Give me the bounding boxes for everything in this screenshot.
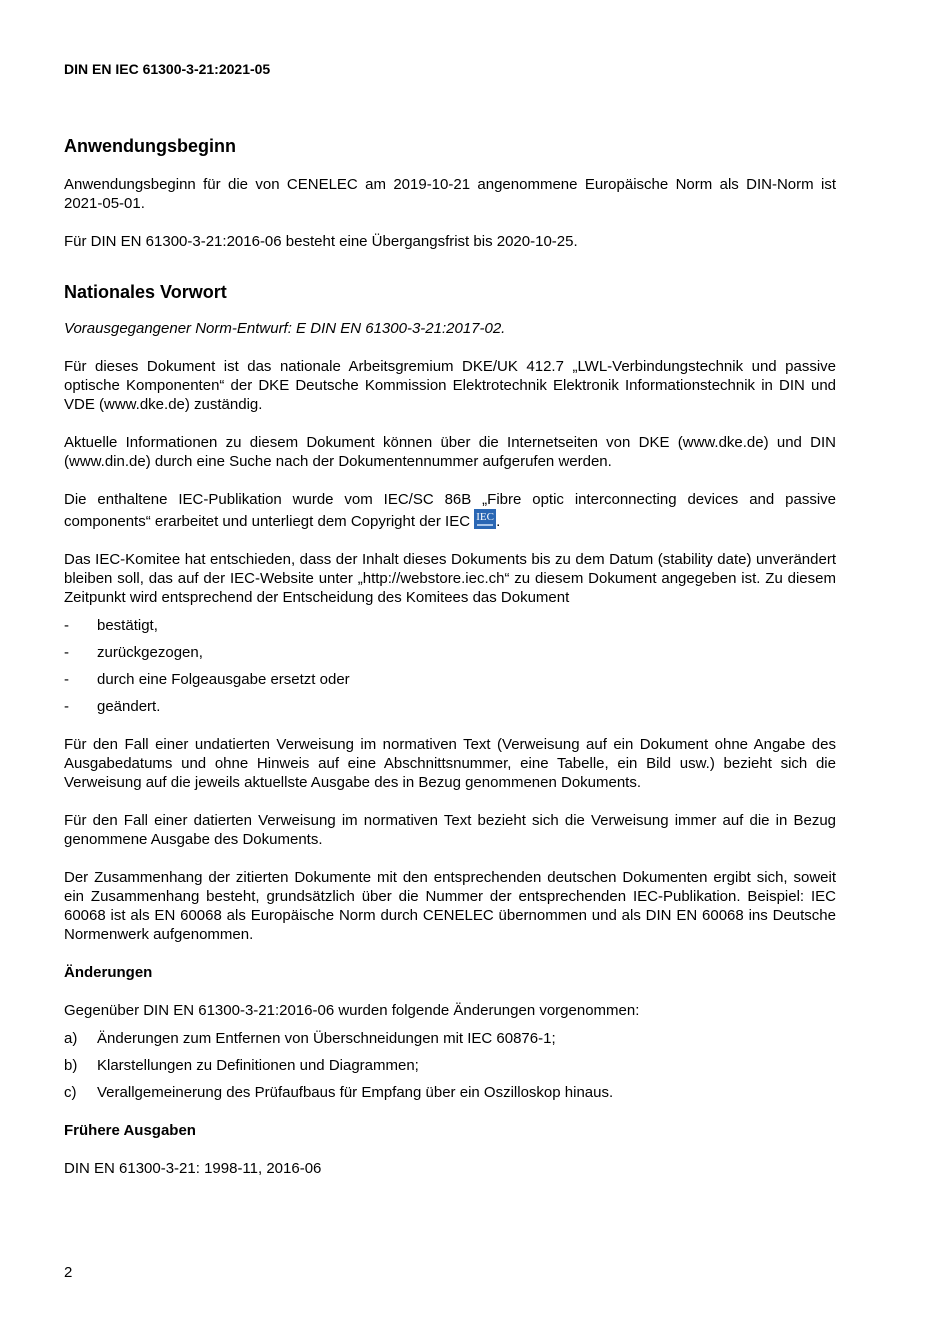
paragraph-aktuelle-informationen: Aktuelle Informationen zu diesem Dokument können über die Internetseiten von DKE (www.dke.de) und DIN (www.din.de) durch eine Suche nach der Dokumentennummer aufgerufen werden. (64, 434, 836, 470)
paragraph-anwendungsbeginn: Anwendungsbeginn für die von CENELEC am 2019-10-21 angenommene Europäische Norm als DIN-Norm ist 2021-05-01. (64, 176, 836, 212)
iec-logo-icon: IEC (474, 509, 496, 529)
paragraph-iec-publikation (64, 490, 836, 531)
list-item: - zurückgezogen, (64, 644, 203, 661)
paragraph-datierte-verweisung: Für den Fall einer datierten Verweisung im normativen Text bezieht sich die Verweisung immer auf die in Bezug genommene Ausgabe des Dokuments. (64, 812, 836, 848)
list-item: b) Klarstellungen zu Definitionen und Diagrammen; (64, 1057, 419, 1074)
paragraph-norm-entwurf: Vorausgegangener Norm-Entwurf: E DIN EN 61300-3-21:2017-02. (64, 320, 506, 337)
list-item: c) Verallgemeinerung des Prüfaufbaus für Empfang über ein Oszilloskop hinaus. (64, 1084, 614, 1101)
list-item: - durch eine Folgeausgabe ersetzt oder (64, 671, 350, 688)
heading-aenderungen: Änderungen (64, 964, 153, 981)
heading-nationales-vorwort: Nationales Vorwort (64, 282, 227, 302)
dash-list (64, 616, 836, 716)
iec-publikation-end: . (496, 513, 501, 530)
paragraph-iec-komitee: Das IEC-Komitee hat entschieden, dass der Inhalt dieses Dokuments bis zu dem Datum (stability date) unverändert bleiben soll, das auf der IEC-Website unter „http://webstore.iec.ch“ zu diesem Dokument angegeben ist. Zu diesem Zeitpunkt wird entsprechend der Entscheidung des Komitees das Dokument (64, 551, 836, 606)
iec-publikation-text: Die enthaltene IEC-Publikation wurde vom IEC/SC 86B „Fibre optic interconnecting devices and passive components“ erarbeitet und unterliegt dem Copyright der IEC (64, 491, 836, 530)
document-id-header: DIN EN IEC 61300-3-21:2021-05 (64, 61, 271, 77)
paragraph-fruehere-ausgaben: DIN EN 61300-3-21: 1998-11, 2016-06 (64, 1160, 322, 1177)
paragraph-arbeitsgremium: Für dieses Dokument ist das nationale Arbeitsgremium DKE/UK 412.7 „LWL-Verbindungstechnik und passive optische Komponenten“ der DKE Deutsche Kommission Elektrotechnik Elektronik Informationstechnik in DIN und VDE (www.dke.de) zuständig. (64, 358, 836, 413)
aenderungen-list (64, 1029, 836, 1102)
paragraph-zusammenhang: Der Zusammenhang der zitierten Dokumente mit den entsprechenden deutschen Dokumenten ergibt sich, soweit ein Zusammenhang besteht, grundsätzlich über die Nummer der entsprechenden IEC-Publikation. Beispiel: IEC 60068 ist als EN 60068 als Europäische Norm durch CENELEC übernommen und als DIN EN 60068 ins Deutsche Normenwerk aufgenommen. (64, 869, 836, 943)
page-number: 2 (64, 1264, 73, 1281)
list-item: a) Änderungen zum Entfernen von Überschneidungen mit IEC 60876-1; (64, 1030, 556, 1047)
paragraph-uebergangsfrist: Für DIN EN 61300-3-21:2016-06 besteht eine Übergangsfrist bis 2020-10-25. (64, 233, 578, 250)
heading-anwendungsbeginn: Anwendungsbeginn (64, 136, 236, 156)
heading-fruehere-ausgaben: Frühere Ausgaben (64, 1122, 196, 1139)
paragraph-undatierte-verweisung: Für den Fall einer undatierten Verweisung im normativen Text (Verweisung auf ein Dokument ohne Angabe des Ausgabedatums und ohne Hinweis auf eine Abschnittsnummer, eine Tabelle, ein Bild usw.) bezieht sich die Verweisung auf die jeweils aktuellste Ausgabe des in Bezug genommenen Dokuments. (64, 736, 836, 791)
list-item: - geändert. (64, 698, 161, 715)
list-item: - bestätigt, (64, 617, 158, 634)
page-content (64, 135, 836, 1197)
paragraph-aenderungen-intro: Gegenüber DIN EN 61300-3-21:2016-06 wurden folgende Änderungen vorgenommen: (64, 1002, 640, 1019)
